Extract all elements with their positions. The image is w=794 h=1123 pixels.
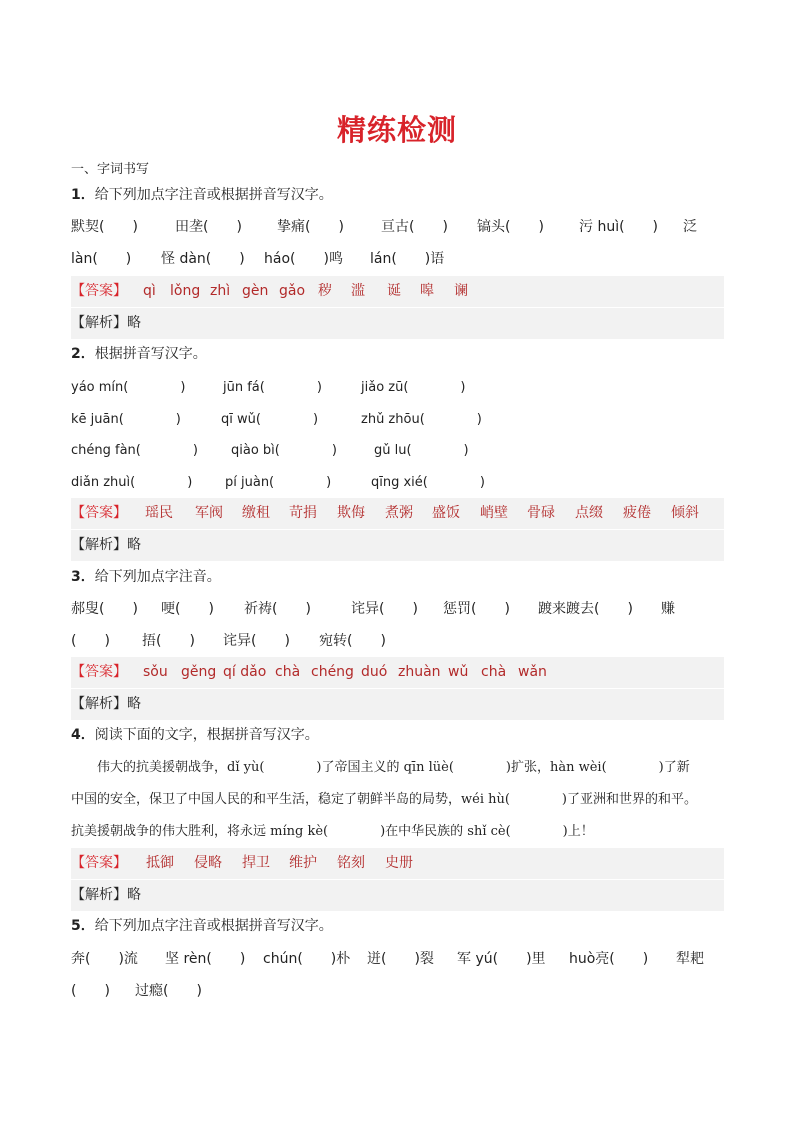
q2-row2: [71, 405, 724, 434]
q5-number: 5．: [71, 918, 95, 934]
answer-item: zhì: [210, 283, 231, 299]
answer-item: 嗥: [420, 283, 434, 299]
q5-row1: [71, 945, 724, 974]
q2-row1: [71, 373, 724, 402]
answer-item: wǔ: [448, 664, 469, 680]
q4-prompt: 阅读下面的文字，根据拼音写汉字。: [94, 727, 319, 743]
q2-title: [71, 340, 724, 369]
q1-item: 镐头( ): [477, 219, 544, 235]
answer-item: 史册: [385, 855, 413, 871]
answer-item: zhuàn: [398, 664, 441, 680]
q4-title: [71, 721, 724, 750]
q1-item: làn( ): [71, 251, 132, 267]
q3-item: 诧异( ): [223, 633, 290, 649]
answer-item: 欺侮: [337, 505, 365, 521]
q2-item: jūn fá( ): [223, 380, 322, 395]
q4-passage-line: 中国的安全，保卫了中国人民的和平生活，稳定了朝鲜半岛的局势，wéi hù( )了亚洲和世界的和平。: [71, 792, 698, 807]
q2-item: chéng fàn( ): [71, 443, 198, 458]
answer-item: 瑶民: [145, 505, 173, 521]
q1-row1: [71, 213, 724, 242]
q1-item: háo( )鸣: [264, 251, 343, 267]
q1-analysis: 【解析】略: [71, 308, 724, 339]
answer-item: 点缀: [575, 505, 603, 521]
q1-item: 污 huì( ): [579, 219, 659, 235]
q1-answer-box: [71, 276, 724, 307]
answer-item: duó: [361, 664, 388, 680]
answer-item: 捍卫: [242, 855, 270, 871]
answer-item: 侵略: [194, 855, 222, 871]
q5-item: ( ): [71, 983, 110, 999]
q3-row2: [71, 627, 724, 656]
answer-label: 【答案】: [71, 664, 127, 680]
q2-item: pí juàn( ): [225, 475, 332, 490]
q3-item: 踱来踱去( ): [538, 601, 633, 617]
answer-item: 军阀: [195, 505, 223, 521]
answer-item: 谰: [454, 283, 468, 299]
q2-prompt: 根据拼音写汉字。: [94, 346, 207, 362]
q5-title: [71, 912, 724, 941]
answer-item: 滥: [351, 283, 365, 299]
answer-item: chà: [481, 664, 507, 680]
q5-prompt: 给下列加点字注音或根据拼音写汉字。: [94, 918, 333, 934]
q5-item: chún( )朴: [263, 951, 351, 967]
q2-item: qīng xié( ): [371, 475, 485, 490]
q5-item: huò亮( ): [569, 951, 649, 967]
answer-item: 盛饭: [432, 505, 460, 521]
page-title: 精练检测: [336, 113, 457, 147]
q3-title: [71, 563, 724, 592]
q3-item: 郝叟( ): [71, 601, 138, 617]
q2-row3: [71, 436, 724, 465]
answer-item: gǎo: [279, 283, 306, 299]
q2-row4: [71, 468, 724, 497]
q2-item: kē juān( ): [71, 412, 181, 427]
q1-title: [71, 181, 724, 210]
q3-item: 惩罚( ): [443, 601, 510, 617]
q5-item: 迸( )裂: [367, 951, 434, 967]
answer-item: 疲倦: [623, 505, 651, 521]
q2-number: 2．: [71, 346, 95, 362]
q3-item: 祈祷( ): [244, 601, 311, 617]
q2-answer-box: [71, 498, 724, 529]
answer-label: 【答案】: [71, 855, 127, 871]
answer-item: 骨碌: [527, 505, 555, 521]
q5-row2: [71, 977, 724, 1006]
q3-item: 捂( ): [142, 633, 195, 649]
q1-item: 亘古( ): [381, 219, 448, 235]
q2-analysis: 【解析】略: [71, 530, 724, 561]
q4-number: 4．: [71, 727, 95, 743]
q3-analysis: 【解析】略: [71, 689, 724, 720]
q2-item: qiào bì( ): [231, 443, 337, 458]
answer-item: 缴租: [242, 505, 270, 521]
q2-item: jiǎo zū( ): [361, 380, 466, 395]
q2-item: diǎn zhuì( ): [71, 475, 193, 490]
q5-item: 奔( )流: [71, 951, 138, 967]
answer-label: 【答案】: [71, 283, 127, 299]
answer-item: 维护: [289, 855, 317, 871]
q2-item: gǔ lu( ): [374, 443, 469, 458]
answer-item: wǎn: [518, 664, 547, 680]
answer-item: 煮粥: [385, 505, 413, 521]
q4-analysis: 【解析】略: [71, 880, 724, 911]
answer-label: 【答案】: [71, 505, 127, 521]
q1-item: 泛: [683, 219, 697, 235]
answer-item: 铭刻: [337, 855, 365, 871]
q2-item: yáo mín( ): [71, 380, 186, 395]
q3-item: 诧异( ): [351, 601, 418, 617]
q3-answer-box: [71, 657, 724, 688]
q1-number: 1．: [71, 187, 95, 203]
q3-number: 3．: [71, 569, 95, 585]
answer-item: gěng: [181, 664, 217, 680]
answer-item: qì: [143, 283, 156, 299]
q4-passage-line: 伟大的抗美援朝战争，dǐ yù( )了帝国主义的 qīn lüè( )扩张，hàn wèi( )了新: [71, 760, 690, 775]
q3-prompt: 给下列加点字注音。: [94, 569, 221, 585]
q1-item: 默契( ): [71, 219, 138, 235]
answer-item: 秽: [318, 283, 332, 299]
q1-item: 挚痛( ): [277, 219, 344, 235]
q3-item: ( ): [71, 633, 110, 649]
q1-row2: [71, 245, 724, 274]
answer-item: sǒu: [143, 664, 168, 680]
answer-item: gèn: [242, 283, 269, 299]
answer-item: 峭壁: [480, 505, 508, 521]
q3-item: 哽( ): [161, 601, 214, 617]
answer-item: chà: [275, 664, 301, 680]
q1-prompt: 给下列加点字注音或根据拼音写汉字。: [94, 187, 333, 203]
answer-item: 苛捐: [289, 505, 317, 521]
answer-item: 诞: [387, 283, 401, 299]
q4-passage-line: 抗美援朝战争的伟大胜利，将永远 míng kè( )在中华民族的 shǐ cè( )上！: [71, 824, 594, 839]
q5-item: 军 yú( )里: [457, 951, 546, 967]
q2-item: zhǔ zhōu( ): [361, 412, 482, 427]
answer-item: 倾斜: [671, 505, 699, 521]
q3-item: 赚: [661, 601, 675, 617]
answer-item: qí dǎo: [223, 664, 267, 680]
q5-item: 过瘾( ): [135, 983, 202, 999]
q5-item: 坚 rèn( ): [165, 951, 246, 967]
q1-item: 怪 dàn( ): [161, 251, 245, 267]
q1-item: 田垄( ): [175, 219, 242, 235]
answer-item: lǒng: [170, 283, 201, 299]
section-heading: 一、字词书写: [71, 162, 150, 177]
answer-item: 抵御: [146, 855, 174, 871]
q4-answer-box: [71, 848, 724, 879]
q1-item: lán( )语: [370, 251, 445, 267]
answer-item: chéng: [311, 664, 354, 680]
q2-item: qī wǔ( ): [221, 412, 319, 427]
q3-row1: [71, 595, 724, 624]
q3-item: 宛转( ): [319, 633, 386, 649]
q5-item: 犁耙: [676, 951, 704, 967]
